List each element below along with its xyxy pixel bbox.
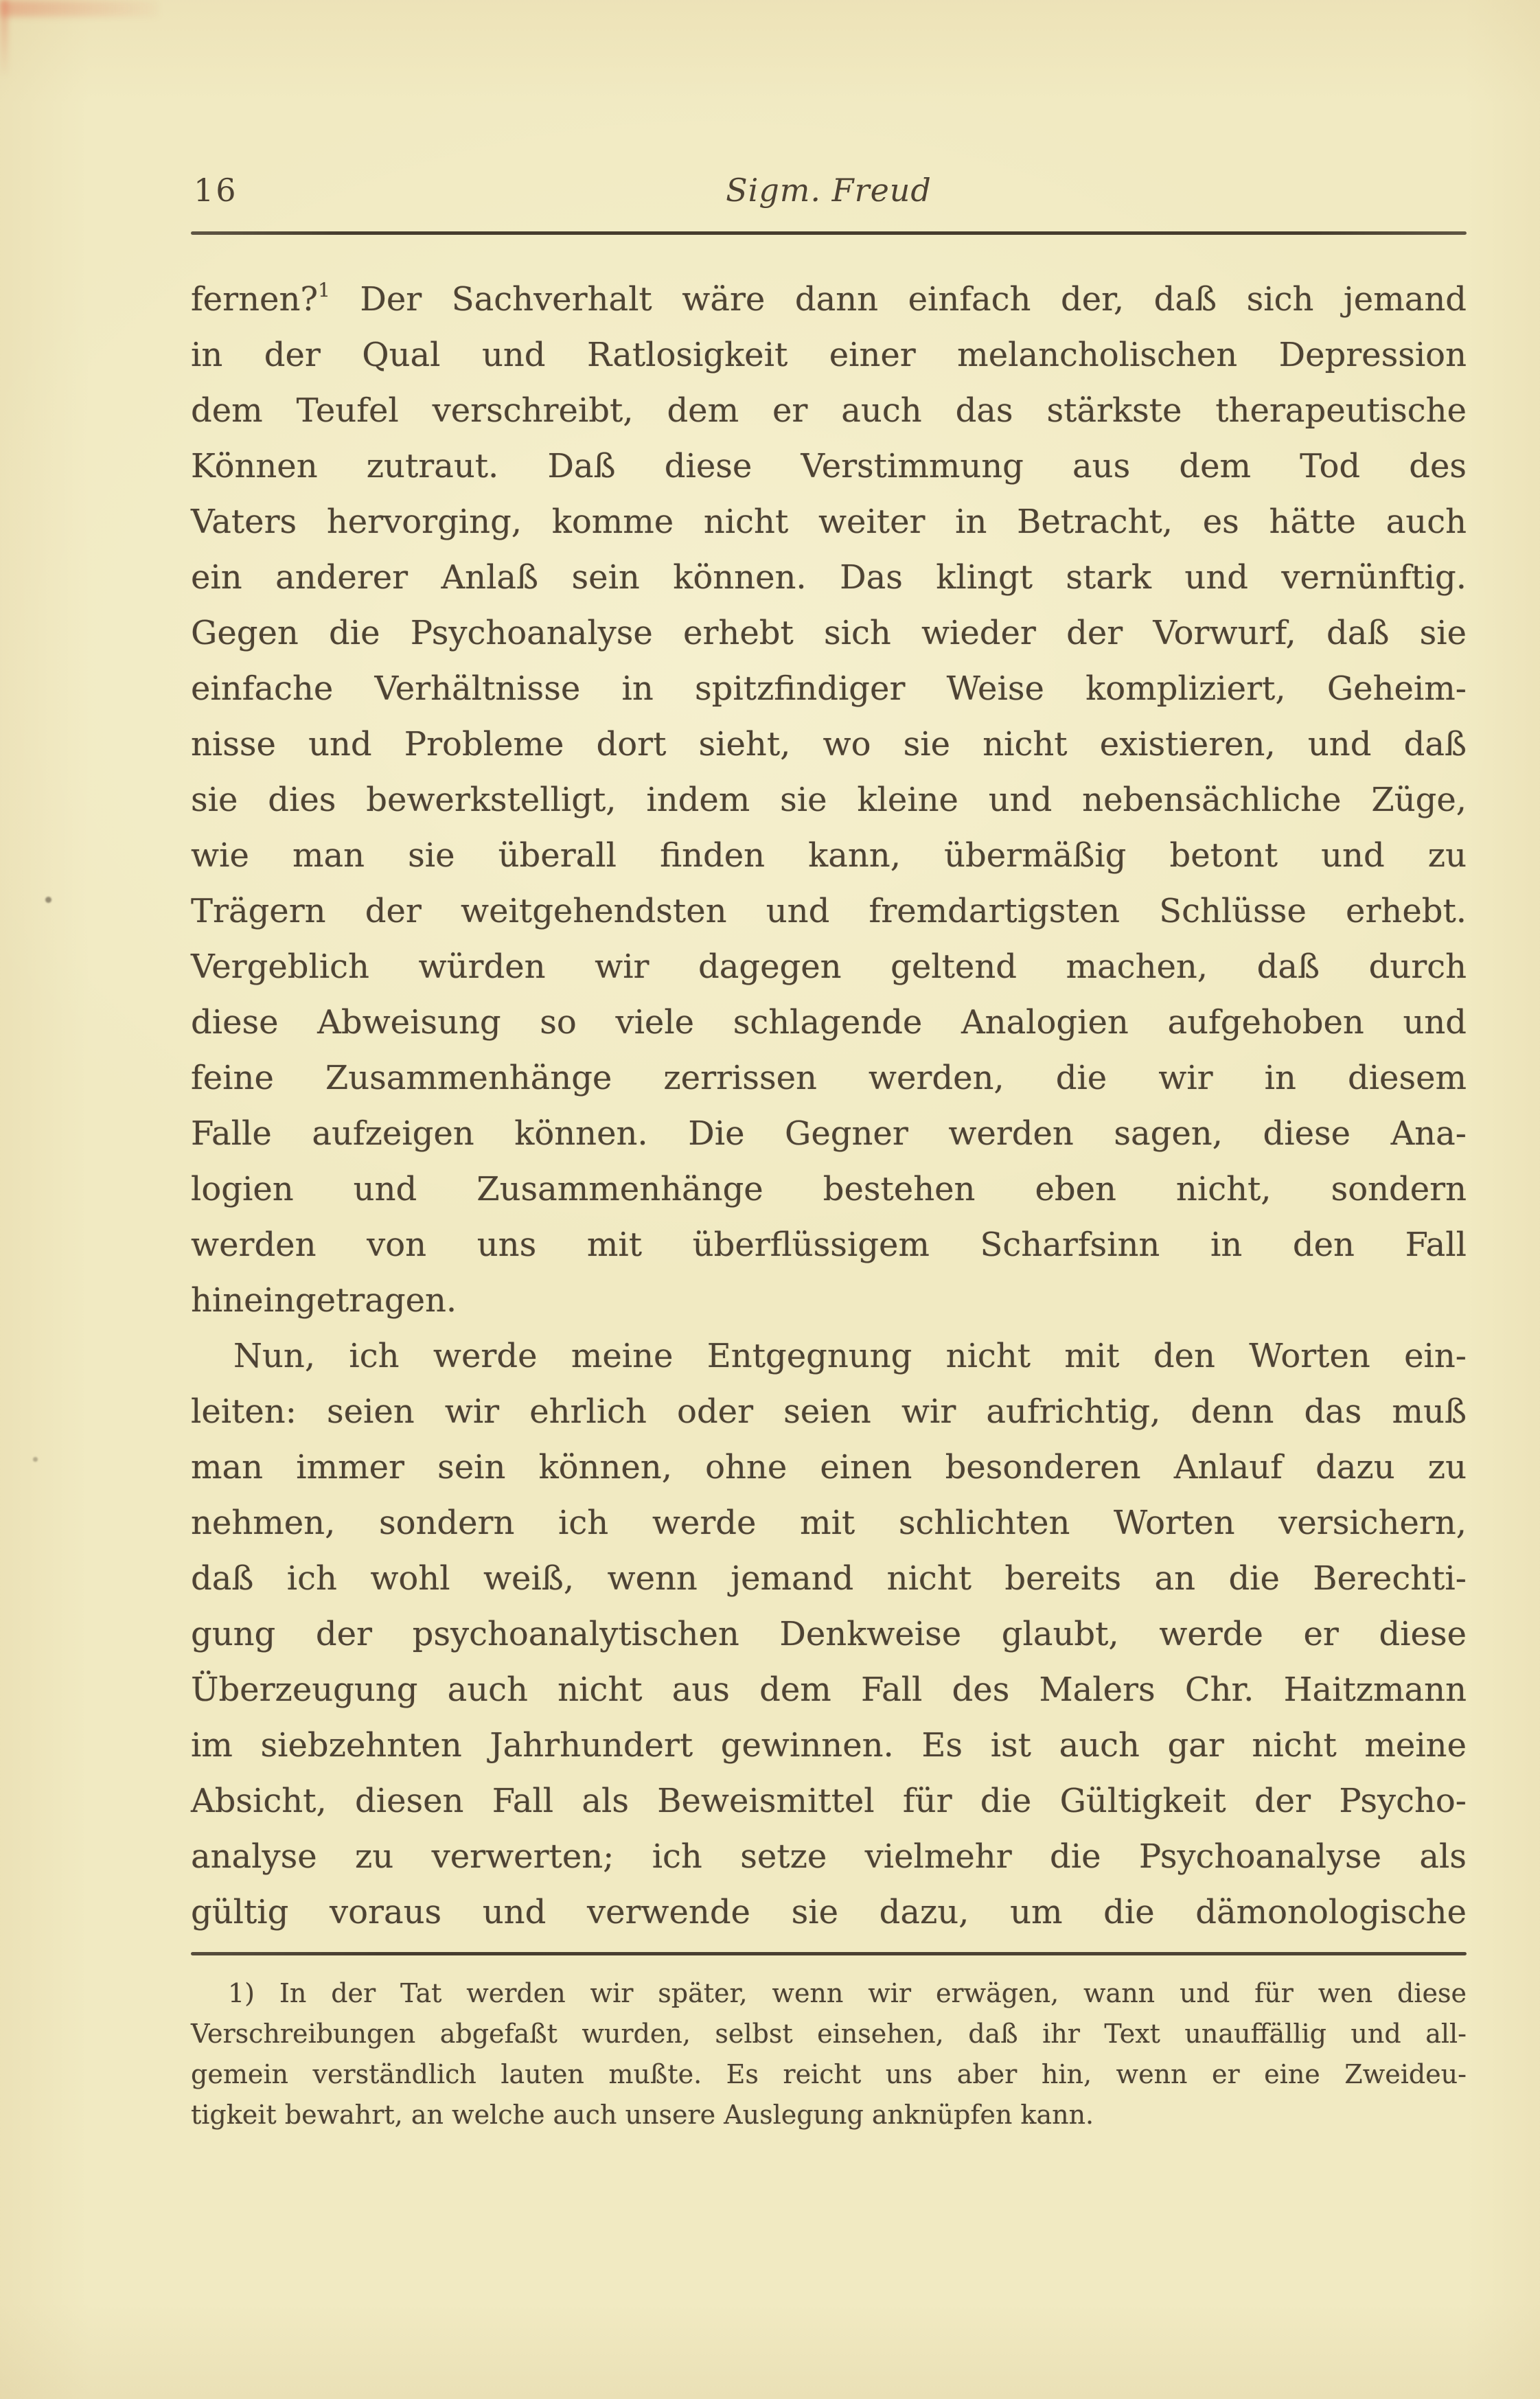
- line-text: Der Sachverhalt wäre dann einfach der, daß sich jemand: [360, 280, 1467, 319]
- text-line: ein anderer Anlaß sein können. Das klingt stark und vernünftig.: [191, 558, 1467, 597]
- text-line: Gegen die Psychoanalyse erhebt sich wieder der Vorwurf, daß sie: [191, 614, 1467, 652]
- text-line: Überzeugung auch nicht aus dem Fall des Malers Chr. Haitzmann: [191, 1671, 1467, 1709]
- text-line: man immer sein können, ohne einen besonderen Anlauf dazu zu: [191, 1448, 1467, 1487]
- text-line: [191, 272, 1467, 328]
- text-line: einfache Verhältnisse in spitzfindiger Weise kompliziert, Geheim-: [191, 669, 1467, 708]
- page-header: [191, 169, 1467, 211]
- text-line: Können zutraut. Daß diese Verstimmung aus dem Tod des: [191, 447, 1467, 485]
- footnote-line: gemein verständlich lauten mußte. Es reicht uns aber hin, wenn er eine Zweideu-: [191, 2059, 1467, 2089]
- text-line: feine Zusammenhänge zerrissen werden, die wir in diesem: [191, 1059, 1467, 1097]
- paragraph-2: [191, 1329, 1467, 1940]
- text-line: logien und Zusammenhänge bestehen eben nicht, sondern: [191, 1170, 1467, 1208]
- footnote-reference: 1: [318, 279, 330, 301]
- footnote-line: 1) In der Tat werden wir später, wenn wir erwägen, wann und für wen diese: [228, 1978, 1467, 2008]
- body-text: [191, 272, 1467, 1940]
- text-line: nehmen, sondern ich werde mit schlichten Worten versichern,: [191, 1504, 1467, 1542]
- text-line: diese Abweisung so viele schlagende Analogien aufgehoben und: [191, 1003, 1467, 1042]
- text-line: analyse zu verwerten; ich setze vielmehr die Psychoanalyse als: [191, 1837, 1467, 1876]
- page-number: 16: [194, 172, 238, 209]
- header-rule: [191, 231, 1467, 235]
- text-line: gung der psychoanalytischen Denkweise glaubt, werde er diese: [191, 1615, 1467, 1653]
- text-line: wie man sie überall finden kann, übermäßig betont und zu: [191, 836, 1467, 875]
- paragraph-1: [191, 328, 1467, 1329]
- line-text-prefix: fernen?: [191, 280, 319, 319]
- text-line: Absicht, diesen Fall als Beweismittel für die Gültigkeit der Psycho-: [191, 1782, 1467, 1820]
- text-line: in der Qual und Ratlosigkeit einer melancholischen Depression: [191, 336, 1467, 374]
- text-line: hineingetragen.: [191, 1281, 457, 1320]
- text-line: dem Teufel verschreibt, dem er auch das stärkste therapeutische: [191, 391, 1467, 430]
- paper-speck: [33, 1457, 38, 1462]
- text-line: Trägern der weitgehendsten und fremdartigsten Schlüsse erhebt.: [191, 892, 1467, 930]
- text-line: Falle aufzeigen können. Die Gegner werden sagen, diese Ana-: [191, 1114, 1467, 1153]
- text-line: Nun, ich werde meine Entgegnung nicht mit den Worten ein-: [233, 1337, 1467, 1375]
- text-line: leiten: seien wir ehrlich oder seien wir aufrichtig, denn das muß: [191, 1392, 1467, 1431]
- text-line: Vergeblich würden wir dagegen geltend machen, daß durch: [191, 948, 1467, 986]
- text-line: sie dies bewerkstelligt, indem sie kleine und nebensächliche Züge,: [191, 781, 1467, 819]
- footnote-rule: [191, 1952, 1467, 1955]
- text-line: im siebzehnten Jahrhundert gewinnen. Es ist auch gar nicht meine: [191, 1726, 1467, 1765]
- footnote: [191, 1973, 1467, 2135]
- footnote-line: tigkeit bewahrt, an welche auch unsere Auslegung anknüpfen kann.: [191, 2100, 1094, 2130]
- paper-speck: [45, 897, 51, 903]
- text-line: daß ich wohl weiß, wenn jemand nicht bereits an die Berechti-: [191, 1559, 1467, 1598]
- footnote-line: Verschreibungen abgefaßt wurden, selbst einsehen, daß ihr Text unauffällig und all-: [191, 2019, 1467, 2049]
- text-line: Vaters hervorging, komme nicht weiter in Betracht, es hätte auch: [191, 503, 1467, 541]
- running-head: Sigm. Freud: [726, 172, 932, 209]
- text-line: gültig voraus und verwende sie dazu, um die dämonologische: [191, 1893, 1467, 1931]
- text-line: werden von uns mit überflüssigem Scharfsinn in den Fall: [191, 1226, 1467, 1264]
- scan-artifact-top: [0, 0, 158, 16]
- text-line: nisse und Probleme dort sieht, wo sie nicht existieren, und daß: [191, 725, 1467, 764]
- scan-artifact-left: [0, 0, 8, 76]
